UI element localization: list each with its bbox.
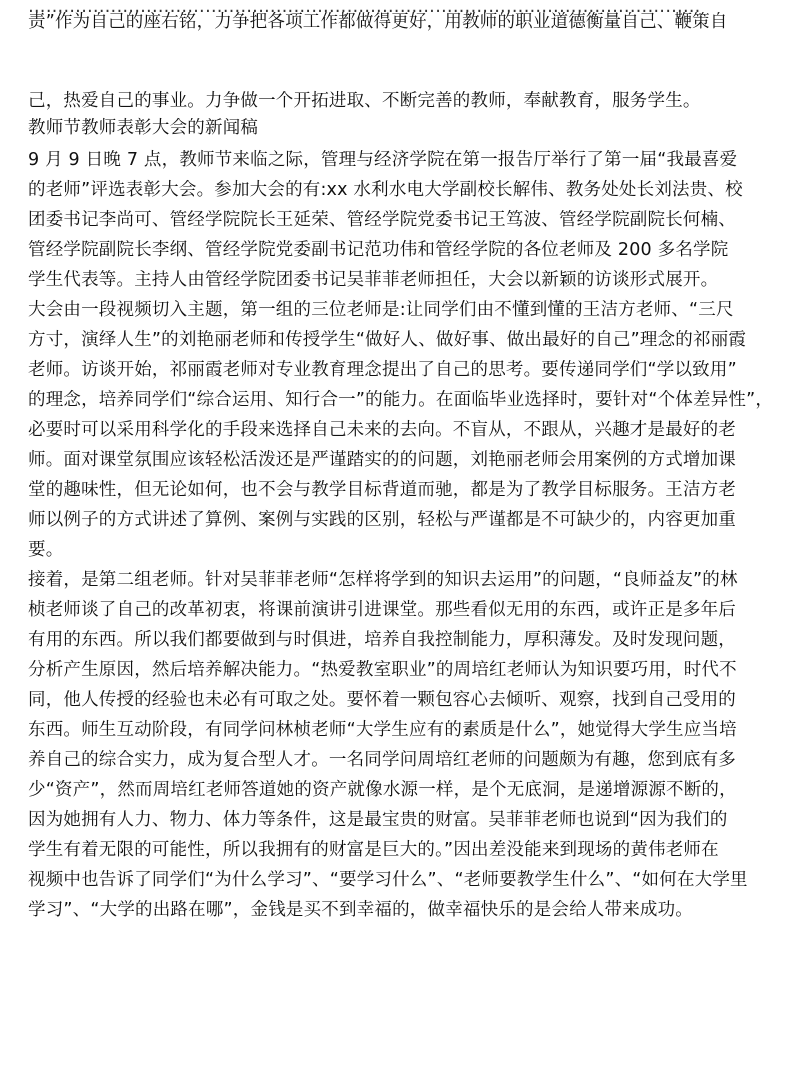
text-line: 的老师”评选表彰大会。参加大会的有:xx 水利水电大学副校长解伟、教务处处长刘法贵、校 <box>28 180 743 200</box>
text-line: …………………………………………………………………………………………………… <box>28 0 701 17</box>
text-line: 堂的趣味性，但无论如何，也不会与教学目标背道而驰，都是为了教学目标服务。王洁方老 <box>28 480 736 500</box>
text-line: 接着，是第二组老师。针对吴菲菲老师“怎样将学到的知识去运用”的问题，“良师益友”的林 <box>28 570 738 590</box>
text-line: 要。 <box>28 540 64 560</box>
text-line: 东西。师生互动阶段，有同学问林桢老师“大学生应有的素质是什么”，她觉得大学生应当培 <box>28 720 737 740</box>
text-line: 大会由一段视频切入主题，第一组的三位老师是:让同学们由不懂到懂的王洁方老师、“三尺 <box>28 300 734 320</box>
text-line: 师。面对课堂氛围应该轻松活泼还是严谨踏实的的问题，刘艳丽老师会用案例的方式增加课 <box>28 450 736 470</box>
text-line: 责”作为自己的座右铭，力争把各项工作都做得更好，用教师的职业道德衡量自己、鞭策自 <box>28 12 728 32</box>
text-line: 己，热爱自己的事业。力争做一个开拓进取、不断完善的教师，奉献教育，服务学生。 <box>28 91 701 111</box>
text-line: 管经学院副院长李纲、管经学院党委副书记范功伟和管经学院的各位老师及 200 多名学院 <box>28 240 729 260</box>
text-line: 必要时可以采用科学化的手段来选择自己未来的去向。不盲从，不跟从，兴趣才是最好的老 <box>28 420 736 440</box>
text-line: 学生有着无限的可能性，所以我拥有的财富是巨大的。”因出差没能来到现场的黄伟老师在 <box>28 840 719 860</box>
text-line: 因为她拥有人力、物力、体力等条件，这是最宝贵的财富。吴菲菲老师也说到“因为我们的 <box>28 810 728 830</box>
text-line: 团委书记李尚可、管经学院院长王延荣、管经学院党委书记王笃波、管经学院副院长何楠、 <box>28 210 736 230</box>
text-line: 桢老师谈了自己的改革初衷，将课前演讲引进课堂。那些看似无用的东西，或许正是多年后 <box>28 600 736 620</box>
text-line: 的理念，培养同学们“综合运用、知行合一”的能力。在面临毕业选择时，要针对“个体差异性”， <box>28 390 774 410</box>
news-title: 教师节教师表彰大会的新闻稿 <box>28 118 259 138</box>
text-line: 分析产生原因，然后培养解决能力。“热爱教室职业”的周培红老师认为知识要巧用，时代不 <box>28 660 737 680</box>
text-line: 有用的东西。所以我们都要做到与时俱进，培养自我控制能力，厚积薄发。及时发现问题， <box>28 630 736 650</box>
text-line: 方寸，演绎人生”的刘艳丽老师和传授学生“做好人、做好事、做出最好的自己”理念的祁丽霞 <box>28 330 747 350</box>
text-line: 师以例子的方式讲述了算例、案例与实践的区别，轻松与严谨都是不可缺少的，内容更加重 <box>28 510 736 530</box>
text-line: 学生代表等。主持人由管经学院团委书记吴菲菲老师担任，大会以新颖的访谈形式展开。 <box>28 270 719 290</box>
text-line: 养自己的综合实力，成为复合型人才。一名同学问周培红老师的问题颇为有趣，您到底有多 <box>28 750 736 770</box>
text-line: 少“资产”，然而周培红老师答道她的资产就像水源一样，是个无底洞，是递增源源不断的， <box>28 780 737 800</box>
text-line: 同，他人传授的经验也未必有可取之处。要怀着一颗包容心去倾听、观察，找到自己受用的 <box>28 690 736 710</box>
text-line: 视频中也告诉了同学们“为什么学习”、“要学习什么”、“老师要教学生什么”、“如何在大学里 <box>28 870 748 890</box>
text-line: 学习”、“大学的出路在哪”，金钱是买不到幸福的，做幸福快乐的是会给人带来成功。 <box>28 900 693 920</box>
text-line: 老师。访谈开始，祁丽霞老师对专业教育理念提出了自己的思考。要传递同学们“学以致用” <box>28 360 737 380</box>
text-line: 9 月 9 日晚 7 点，教师节来临之际，管理与经济学院在第一报告厅举行了第一届“我最喜爱 <box>28 150 738 170</box>
